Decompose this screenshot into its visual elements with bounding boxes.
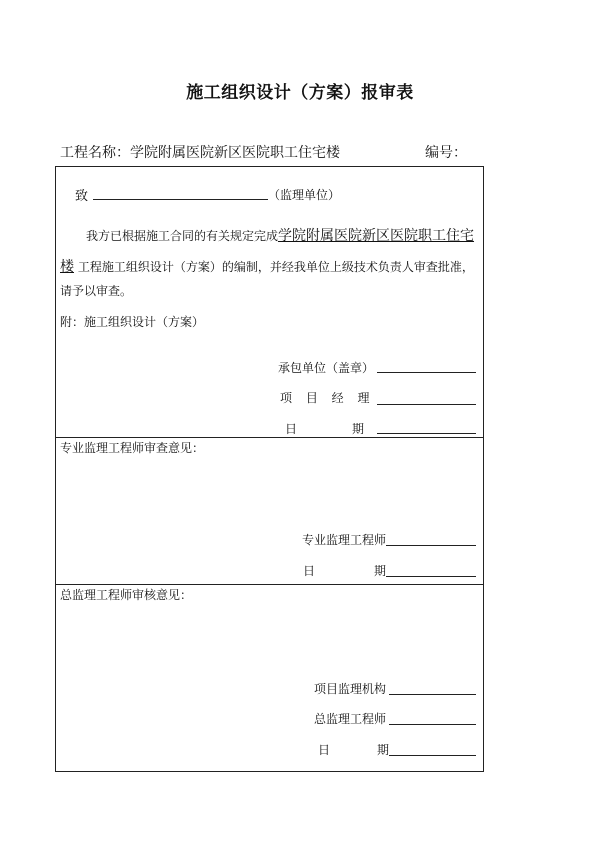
supervision-org-label: 项目监理机构 [314,682,387,696]
project-name: 学院附属医院新区医院职工住宅楼 [130,145,340,161]
chief-engineer-label: 总监理工程师 [314,712,387,726]
number-label: 编号： [425,145,467,161]
body-text: 我方已根据施工合同的有关规定完成 [86,229,279,243]
contractor-signature-field[interactable] [377,372,476,373]
supervision-unit-suffix: （监理单位） [268,188,341,202]
date-label-char1: 日 [303,564,316,578]
body-project-name: 学院附属医院新区医院职工住宅 [278,228,475,244]
engineer-date-field[interactable] [386,576,476,577]
body-text: 工程施工组织设计（方案）的编制，并经我单位上级技术负责人审查批准， [77,260,474,274]
engineer-signature-field[interactable] [386,545,476,546]
project-line [60,142,340,162]
chief-engineer-field[interactable] [389,724,476,725]
engineer-label: 专业监理工程师 [302,533,387,547]
date-label-char2: 期 [352,422,365,436]
body-line-1 [86,225,474,245]
attachment-line: 附：施工组织设计（方案） [60,315,205,329]
body-line-3: 请予以审查。 [60,284,133,298]
body-project-name-end: 楼 [60,259,74,275]
date-label-char2: 期 [377,743,390,757]
chief-date-field[interactable] [389,755,476,756]
date-label-char1: 日 [318,743,331,757]
project-manager-field[interactable] [377,404,476,405]
date-field[interactable] [377,433,476,434]
supervision-unit-field[interactable] [93,199,268,200]
project-label: 工程名称： [60,145,130,161]
section2-heading: 专业监理工程师审查意见： [60,441,205,455]
section-divider-2 [55,584,484,585]
contractor-label: 承包单位（盖章） [278,361,375,375]
body-line-2 [60,256,474,276]
document-title: 施工组织设计（方案）报审表 [186,83,414,103]
section-divider-1 [55,437,484,438]
to-label: 致 [75,189,89,204]
date-label-char1: 日 [285,422,298,436]
supervision-org-field[interactable] [389,694,476,695]
section3-heading: 总监理工程师审核意见： [60,588,193,602]
project-manager-label: 项 目 经 理 [280,391,370,405]
date-label-char2: 期 [374,564,387,578]
